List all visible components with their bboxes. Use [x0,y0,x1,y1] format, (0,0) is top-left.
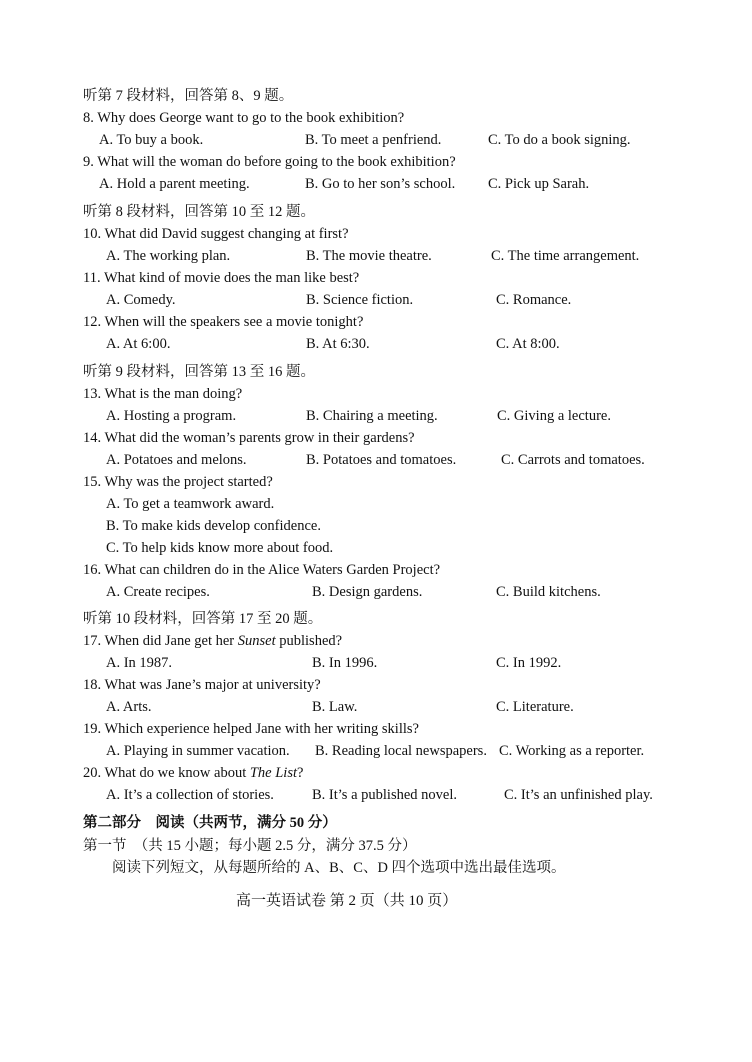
section-heading-8: 听第 8 段材料，回答第 10 至 12 题。 [83,204,315,220]
option-c: C. Build kitchens. [496,584,601,600]
question-15-option-c: C. To help kids know more about food. [106,540,334,556]
section-heading-10: 听第 10 段材料，回答第 17 至 20 题。 [83,611,323,627]
question-17-options [0,652,752,674]
question-14-options [0,449,752,471]
question-20-options [0,784,752,806]
question-9-options [0,173,752,195]
question-15: 15. Why was the project started? [83,474,273,490]
option-a: A. The working plan. [106,248,231,264]
option-c: C. The time arrangement. [491,248,640,264]
section-heading-7: 听第 7 段材料，回答第 8、9 题。 [83,88,294,104]
question-16-options [0,581,752,603]
option-c: C. Literature. [496,699,574,715]
question-18: 18. What was Jane’s major at university? [83,677,321,693]
question-8: 8. Why does George want to go to the book exhibition? [83,110,405,126]
option-c: C. Pick up Sarah. [488,176,590,192]
option-a: A. Comedy. [106,292,176,308]
option-b: B. At 6:30. [306,336,370,352]
section-one-title: 第一节 （共 15 小题；每小题 2.5 分，满分 37.5 分） [83,838,417,854]
option-c: C. At 8:00. [496,336,560,352]
option-b: B. Design gardens. [312,584,423,600]
question-13-options [0,405,752,427]
option-b: B. It’s a published novel. [312,787,457,803]
option-b: B. To meet a penfriend. [305,132,442,148]
page-footer: 高一英语试卷 第 2 页（共 10 页） [236,893,458,909]
reading-instruction: 阅读下列短文，从每题所给的 A、B、C、D 四个选项中选出最佳选项。 [112,860,566,876]
question-11: 11. What kind of movie does the man like best? [83,270,360,286]
option-a: A. Hosting a program. [106,408,237,424]
option-a: A. Playing in summer vacation. [106,743,290,759]
option-b: B. Science fiction. [306,292,414,308]
question-16: 16. What can children do in the Alice Waters Garden Project? [83,562,441,578]
option-a: A. Hold a parent meeting. [99,176,250,192]
option-b: B. The movie theatre. [306,248,432,264]
option-a: A. At 6:00. [106,336,171,352]
option-b: B. Potatoes and tomatoes. [306,452,457,468]
option-a: A. It’s a collection of stories. [106,787,274,803]
option-c: C. In 1992. [496,655,562,671]
question-9: 9. What will the woman do before going to the book exhibition? [83,154,456,170]
option-c: C. Working as a reporter. [499,743,645,759]
option-c: C. Romance. [496,292,572,308]
question-19-options [0,740,752,762]
option-b: B. Go to her son’s school. [305,176,456,192]
option-a: A. Arts. [106,699,152,715]
question-17: 17. When did Jane get her Sunset published? [83,633,343,649]
option-c: C. Giving a lecture. [497,408,611,424]
option-b: B. Reading local newspapers. [315,743,487,759]
question-20: 20. What do we know about The List? [83,765,304,781]
question-12: 12. When will the speakers see a movie tonight? [83,314,364,330]
question-8-options [0,129,752,151]
option-a: A. To buy a book. [99,132,204,148]
option-a: A. In 1987. [106,655,173,671]
question-10-options [0,245,752,267]
question-15-option-b: B. To make kids develop confidence. [106,518,321,534]
option-c: C. Carrots and tomatoes. [501,452,645,468]
option-b: B. Chairing a meeting. [306,408,438,424]
section-heading-9: 听第 9 段材料，回答第 13 至 16 题。 [83,364,315,380]
option-a: A. Potatoes and melons. [106,452,247,468]
question-12-options [0,333,752,355]
question-15-option-a: A. To get a teamwork award. [106,496,275,512]
option-b: B. Law. [312,699,358,715]
option-a: A. Create recipes. [106,584,210,600]
question-18-options [0,696,752,718]
option-c: C. To do a book signing. [488,132,631,148]
question-19: 19. Which experience helped Jane with her writing skills? [83,721,419,737]
option-c: C. It’s an unfinished play. [504,787,653,803]
question-13: 13. What is the man doing? [83,386,243,402]
question-10: 10. What did David suggest changing at first? [83,226,349,242]
question-11-options [0,289,752,311]
option-b: B. In 1996. [312,655,378,671]
question-14: 14. What did the woman’s parents grow in their gardens? [83,430,415,446]
part-two-title: 第二部分 阅读（共两节，满分 50 分） [83,815,337,831]
